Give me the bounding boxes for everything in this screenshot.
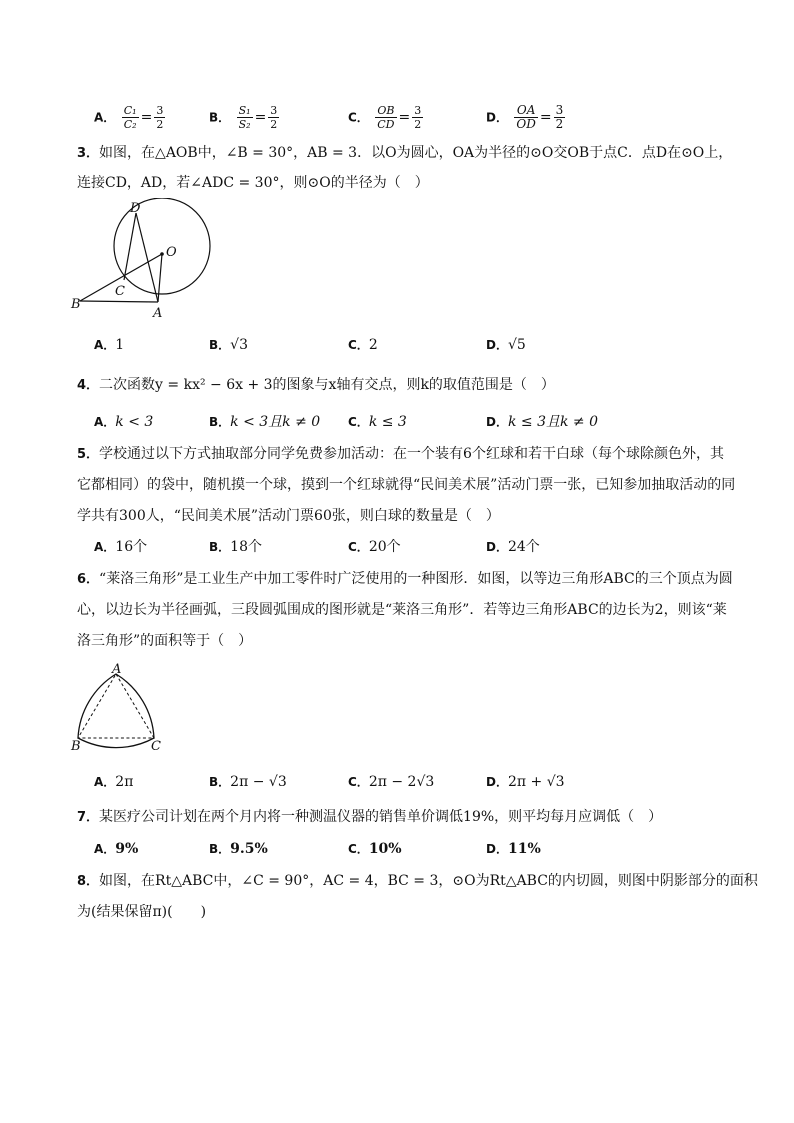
q3-circle-figure: [66, 198, 226, 320]
label-d: D: [130, 201, 141, 216]
q6-stem-line1: 6．“莱洛三角形”是工业生产中加工零件时广泛使用的一种图形．如图，以等边三角形ABC的三个顶点为圆: [77, 571, 733, 587]
q5-option-b[interactable]: B．18个: [209, 539, 262, 555]
q7-option-c[interactable]: C．10%: [348, 841, 402, 857]
q5-option-c[interactable]: C．20个: [348, 539, 401, 555]
q6-option-b[interactable]: B．2π − √3: [209, 774, 287, 790]
q3-options: [94, 334, 714, 356]
label-c: C: [151, 739, 161, 754]
question-number: 3．: [77, 146, 100, 161]
q6-option-a[interactable]: A．2π: [94, 774, 134, 790]
q3-option-c[interactable]: C．2: [348, 337, 378, 353]
q4-option-a[interactable]: A．k < 3: [94, 414, 154, 430]
q8-stem-line2: 为(结果保留π)( ): [77, 904, 207, 920]
q7-options: [94, 838, 714, 860]
q4-stem-line1: 4．二次函数y = kx² − 6x + 3的图象与x轴有交点，则k的取值范围是（ ）: [77, 377, 555, 393]
q8-stem-line1: 8．如图，在Rt△ABC中，∠C = 90°，AC = 4，BC = 3，⊙O为Rt△ABC的内切圆，则图中阴影部分的面积: [77, 873, 758, 889]
q5-option-d[interactable]: D．24个: [486, 539, 540, 555]
q6-option-c[interactable]: C．2π − 2√3: [348, 774, 435, 790]
q7-option-b[interactable]: B．9.5%: [209, 841, 268, 857]
center-point-o: [160, 252, 164, 256]
q2-option-c[interactable]: C． $\frac{OB}{CD}$ = $\frac{3}{2}$: [348, 104, 422, 131]
q5-stem-line3: 学共有300人，“民间美术展”活动门票60张，则白球的数量是（ ）: [77, 508, 500, 524]
fraction-denominator: C₂: [123, 118, 137, 131]
label-c: C: [115, 284, 125, 299]
q3-stem-line2: 连接CD，AD，若∠ADC = 30°，则⊙O的半径为（ ）: [77, 175, 429, 191]
q2-option-b[interactable]: B． $\frac{\text{S₁}}{\text{S₂}}$ = $\frac{3}{2}$: [209, 104, 278, 131]
label-o: O: [166, 245, 177, 260]
q3-option-b[interactable]: B．√3: [209, 337, 248, 353]
reuleaux-triangle-figure: [66, 660, 166, 756]
q6-options: [94, 771, 714, 793]
segment-ba: [80, 301, 158, 302]
q3-option-d[interactable]: D．√5: [486, 337, 526, 353]
label-a: A: [153, 306, 163, 320]
fraction-numerator: C₁: [123, 104, 137, 117]
segment-ao: [158, 254, 162, 302]
q4-option-c[interactable]: C．k ≤ 3: [348, 414, 407, 430]
q2-option-d[interactable]: D． $\frac{OA}{OD}$ = $\frac{3}{2}$: [486, 103, 564, 131]
q5-options: [94, 536, 714, 558]
label-a: A: [112, 662, 122, 677]
q6-option-d[interactable]: D．2π + √3: [486, 774, 565, 790]
q3-stem-line1: 3．如图，在△AOB中，∠B = 30°，AB = 3．以O为圆心，OA为半径的⊙O交OB于点C．点D在⊙O上，: [77, 145, 733, 161]
q4-options: [94, 411, 714, 433]
label-b: B: [71, 739, 81, 754]
q5-stem-line1: 5．学校通过以下方式抽取部分同学免费参加活动：在一个装有6个红球和若干白球（每个球除颜色外，其: [77, 446, 724, 462]
reuleaux-arcs: [78, 674, 154, 748]
q6-stem-line2: 心，以边长为半径画弧，三段圆弧围成的图形就是“莱洛三角形”．若等边三角形ABC的边长为2，则该“莱: [77, 602, 727, 618]
q2-options: [94, 103, 714, 131]
q7-option-a[interactable]: A．9%: [94, 841, 139, 857]
circle-o: [114, 198, 210, 294]
q4-option-b[interactable]: B．k < 3且k ≠ 0: [209, 414, 321, 430]
q5-stem-line2: 它都相同）的袋中，随机摸一个球，摸到一个红球就得“民间美术展”活动门票一张，已知参加抽取活动的同: [77, 477, 736, 493]
q6-stem-line3: 洛三角形”的面积等于（ ）: [77, 633, 253, 649]
q5-option-a[interactable]: A．16个: [94, 539, 148, 555]
label-b: B: [71, 297, 81, 312]
q2-option-a[interactable]: A． $\frac{\text{C₁}}{\text{C₂}}$ = $\frac{3}{2}$: [94, 104, 164, 131]
q7-option-d[interactable]: D．11%: [486, 841, 541, 857]
q3-option-a[interactable]: A．1: [94, 337, 125, 353]
q4-option-d[interactable]: D．k ≤ 3且k ≠ 0: [486, 414, 599, 430]
equilateral-triangle-dashed: [78, 674, 154, 738]
q7-stem-line1: 7．某医疗公司计划在两个月内将一种测温仪器的销售单价调低19%，则平均每月应调低（ ）: [77, 809, 663, 825]
